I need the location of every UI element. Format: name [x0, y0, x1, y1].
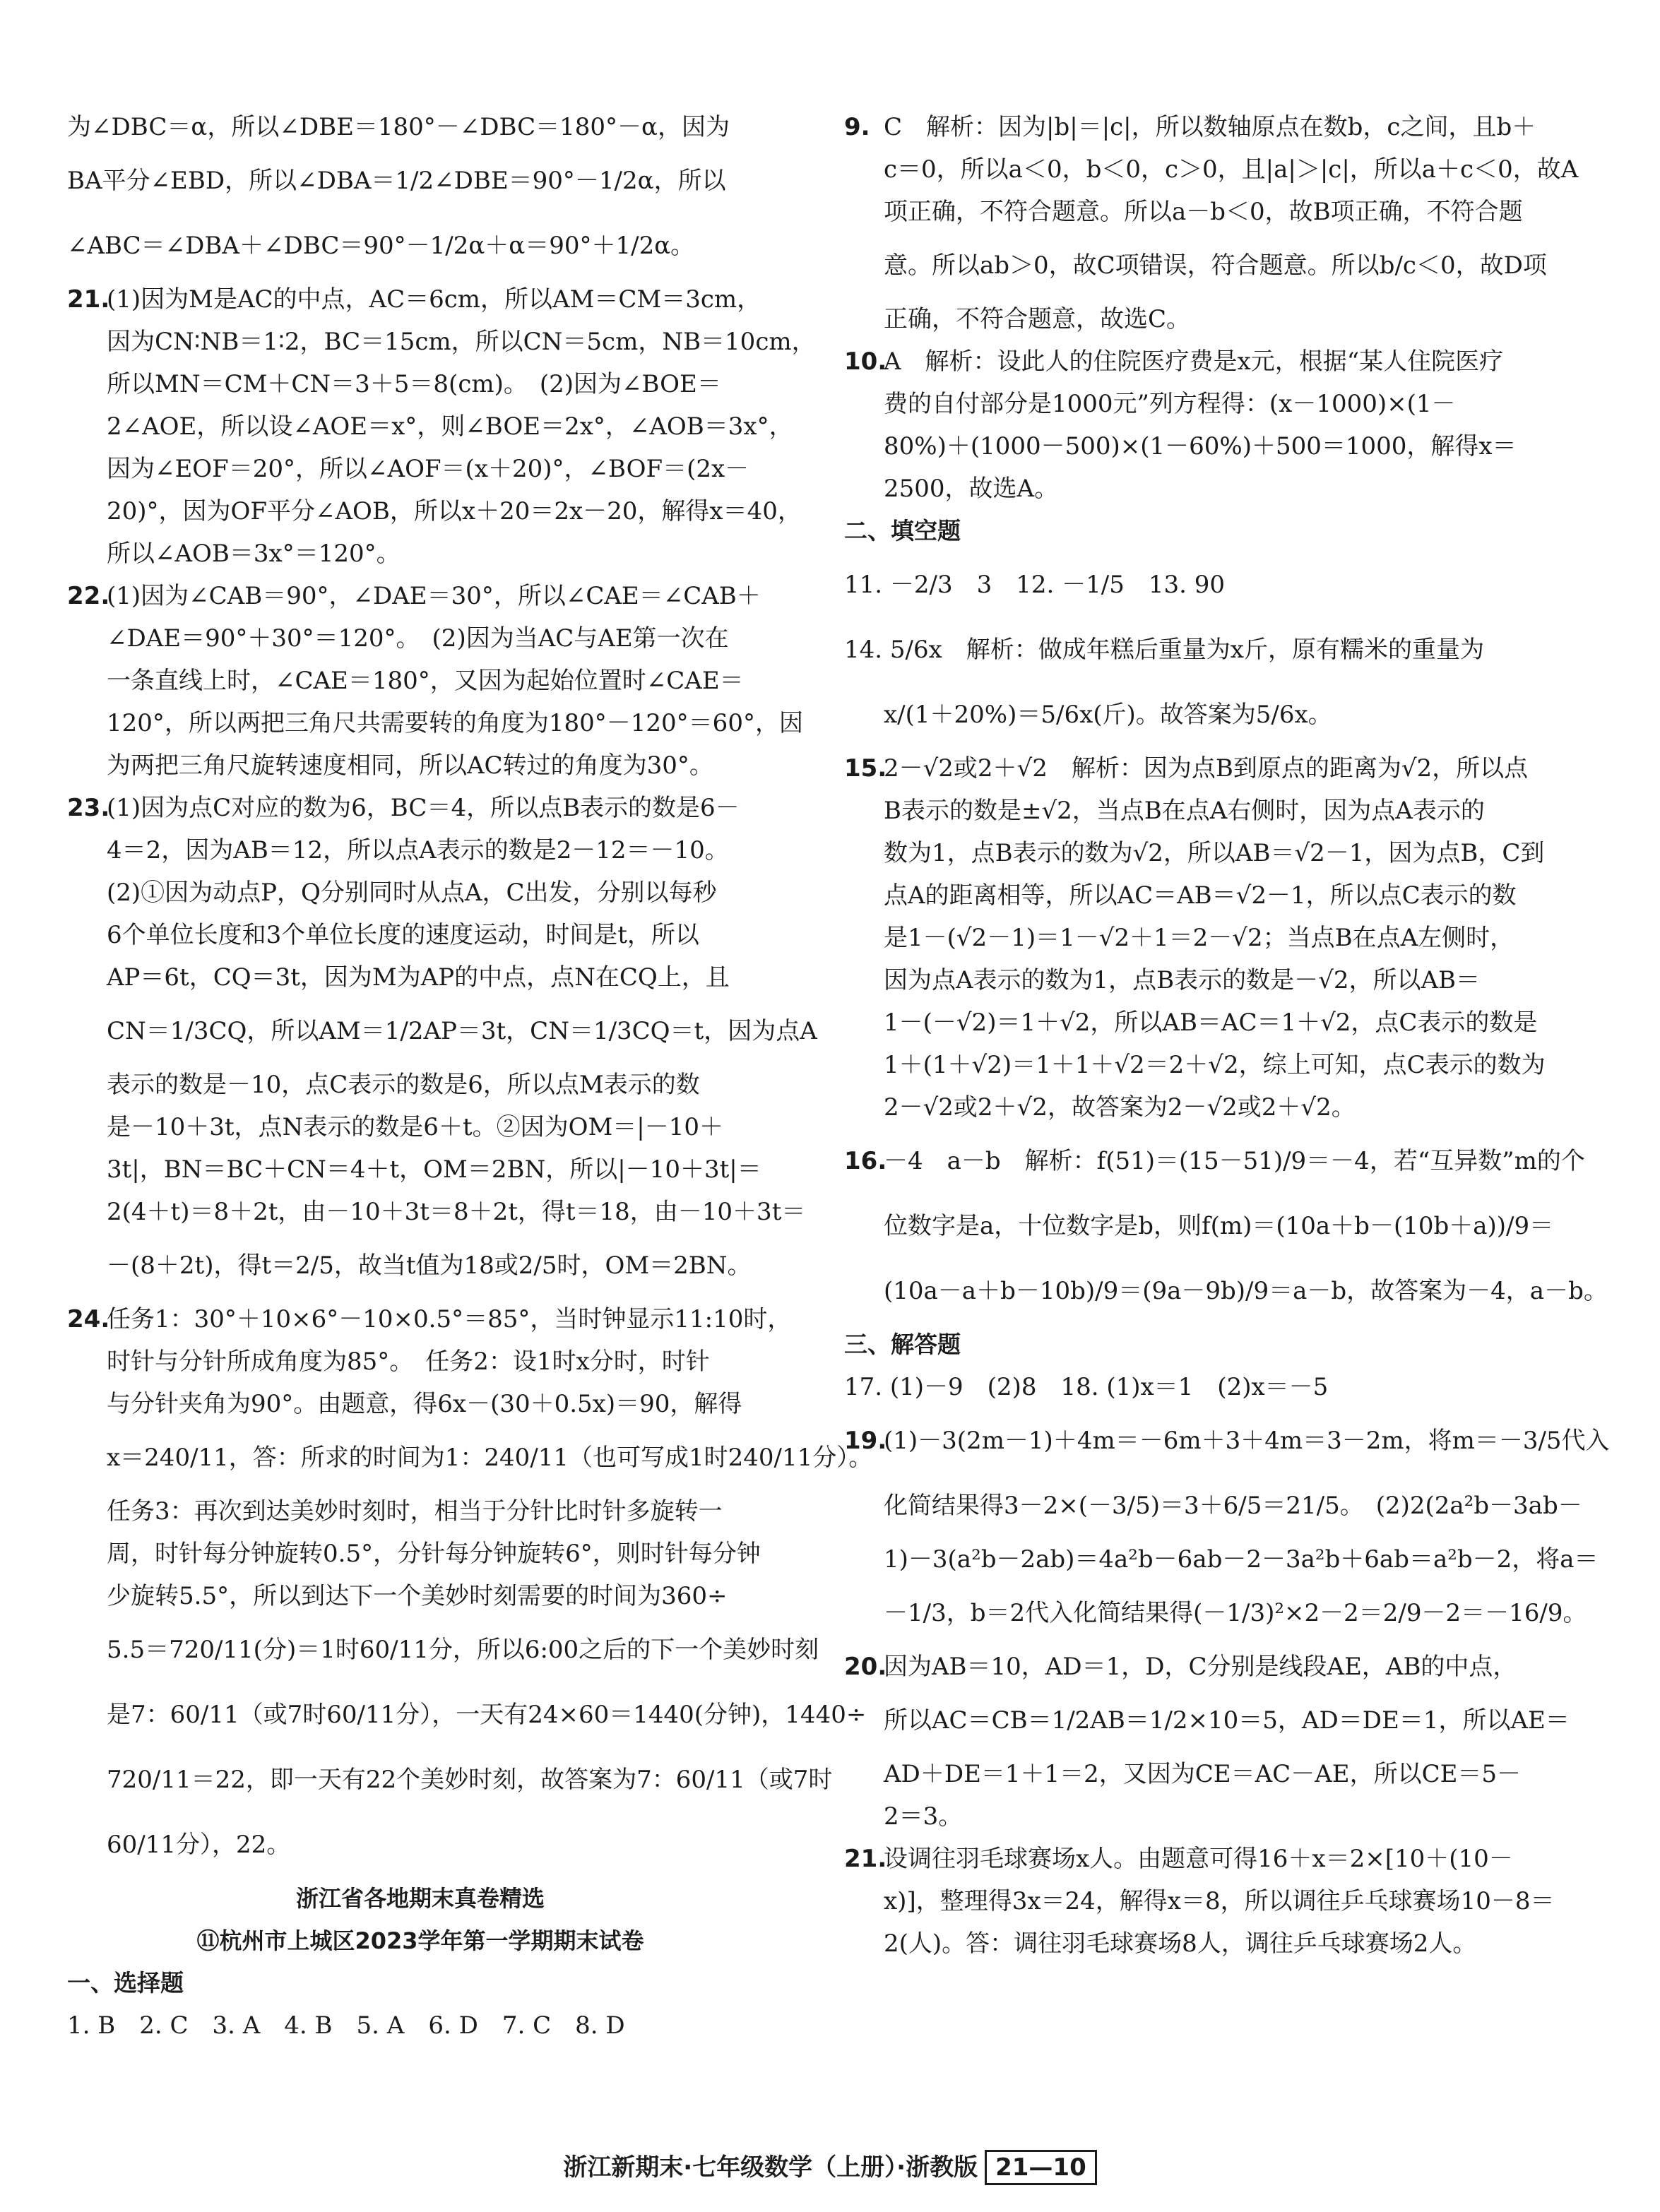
text-line	[844, 191, 1572, 233]
text-line	[67, 1533, 773, 1575]
text-line	[67, 1148, 773, 1191]
text-line	[844, 682, 1572, 747]
text-line	[67, 702, 803, 744]
text-line	[844, 832, 1572, 874]
line-text: C 解析：因为|b|＝|c|，所以数轴原点在数b，c之间，且b＋	[884, 113, 1536, 141]
line-text: 费的自付部分是1000元”列方程得：(x－1000)×(1－	[884, 390, 1456, 418]
line-text: 因为AB＝10，AD＝1，D，C分别是线段AE，AB的中点，	[884, 1653, 1517, 1681]
line-text: ∠ABC＝∠DBA＋∠DBC＝90°－1/2α＋α＝90°＋1/2α。	[67, 232, 695, 260]
line-text: 2－√2或2＋√2，故答案为2－√2或2＋√2。	[884, 1093, 1356, 1122]
line-text: 位数字是a，十位数字是b，则f(m)＝(10a＋b－(10b＋a))/9＝	[884, 1212, 1554, 1240]
text-line	[67, 956, 773, 999]
line-text: 2＝3。	[884, 1802, 963, 1831]
line-text: 60/11分），22。	[107, 1831, 291, 1859]
line-text: 1－(－√2)＝1＋√2，所以AB＝AC＝1＋√2，点C表示的数是	[884, 1009, 1538, 1037]
line-text: B表示的数是±√2，当点B在点A右侧时，因为点A表示的	[884, 797, 1485, 825]
line-text: c＝0，所以a＜0，b＜0，c＞0，且|a|＞|c|，所以a＋c＜0，故A	[884, 155, 1579, 184]
answer-number: 21.	[844, 1845, 887, 1873]
section-title: 一、选择题	[67, 1969, 184, 1997]
answer-start-line	[844, 340, 1572, 383]
line-text: －(8＋2t)，得t＝2/5，故当t值为18或2/5时，OM＝2BN。	[107, 1251, 752, 1280]
text-line	[67, 1233, 773, 1298]
line-text: 所以∠AOB＝3x°＝120°。	[107, 540, 401, 568]
footer-title: 浙江新期末·七年级数学（上册）·浙教版	[563, 2153, 978, 2182]
section-title: 二、填空题	[844, 517, 961, 545]
line-text: 120°，所以两把三角尺共需要转的角度为180°－120°＝60°，因	[107, 709, 803, 737]
text-line	[67, 1191, 806, 1233]
line-text: x)]，整理得3x＝24，解得x＝8，所以调往乒乓球赛场10－8＝	[884, 1887, 1555, 1915]
answer-number: 20.	[844, 1653, 887, 1681]
text-line	[67, 1106, 773, 1148]
line-text: 化简结果得3－2×(－3/5)＝3＋6/5＝21/5。 (2)2(2a²b－3ab－	[884, 1492, 1582, 1520]
answer-number: 19.	[844, 1427, 887, 1455]
answer-number: 9.	[844, 113, 870, 141]
line-text: 14. 5/6x 解析：做成年糕后重量为x斤，原有糯米的重量为	[844, 636, 1484, 664]
line-text: 意。所以ab＞0，故C项错误，符合题意。所以b/c＜0，故D项	[884, 251, 1547, 280]
line-text: －4 a－b 解析：f(51)＝(15－51)/9＝－4，若“互异数”m的个	[884, 1147, 1585, 1175]
text-line	[67, 321, 816, 363]
answer-number: 24.	[67, 1305, 110, 1333]
text-line	[844, 298, 1572, 340]
answer-start-line	[67, 278, 773, 321]
text-line	[67, 1747, 833, 1812]
line-text: 5.5＝720/11(分)＝1时60/11分，所以6:00之后的下一个美妙时刻	[107, 1636, 819, 1664]
answer-number: 10.	[844, 347, 887, 376]
text-line	[844, 1688, 1572, 1753]
line-text: 因为CN∶NB＝1∶2，BC＝15cm，所以CN＝5cm，NB＝10cm，	[107, 328, 816, 356]
line-text: 720/11＝22，即一天有22个美妙时刻，故答案为7：60/11（或7时	[107, 1766, 833, 1794]
line-text: 数为1，点B表示的数为√2，所以AB＝√2－1，因为点B，C到	[884, 839, 1545, 867]
line-text: A 解析：设此人的住院医疗费是x元，根据“某人住院医疗	[884, 347, 1504, 376]
answer-start-line	[67, 575, 773, 617]
line-text: 表示的数是－10，点C表示的数是6，所以点M表示的数	[107, 1071, 700, 1099]
line-text: 所以AC＝CB＝1/2AB＝1/2×10＝5，AD＝DE＝1，所以AE＝	[884, 1706, 1570, 1735]
answer-number: 16.	[844, 1147, 887, 1175]
line-text: BA平分∠EBD，所以∠DBA＝1/2∠DBE＝90°－1/2α，所以	[67, 167, 726, 195]
text-line	[844, 552, 1572, 617]
line-text: (1)因为点C对应的数为6，BC＝4，所以点B表示的数是6－	[107, 794, 740, 822]
line-text: ∠DAE＝90°＋30°＝120°。 (2)因为当AC与AE第一次在	[107, 624, 729, 653]
line-text: 因为点A表示的数为1，点B表示的数是－√2，所以AB＝	[884, 966, 1481, 994]
text-line	[67, 1812, 773, 1877]
text-line	[67, 1064, 773, 1106]
text-line	[67, 660, 773, 702]
text-line	[67, 999, 817, 1064]
text-line	[844, 383, 1572, 425]
section-title: 三、解答题	[844, 1331, 961, 1358]
text-line	[844, 1922, 1572, 1965]
text-line	[844, 1086, 1572, 1129]
line-text: 是1－(√2－1)＝1－√2＋1＝2－√2；当点B在点A左侧时，	[884, 924, 1514, 952]
text-line	[67, 744, 773, 787]
line-text: 周，时针每分钟旋转0.5°，分针每分钟旋转6°，则时针每分钟	[107, 1540, 761, 1568]
text-line	[67, 1575, 773, 1617]
text-line	[67, 148, 773, 213]
text-line	[67, 490, 802, 533]
text-line	[67, 872, 773, 914]
answer-start-line	[844, 106, 1572, 148]
text-line	[844, 425, 1572, 468]
line-text: 任务1：30°＋10×6°－10×0.5°＝85°，当时钟显示11:10时，	[107, 1305, 792, 1333]
line-text: (1)因为M是AC的中点，AC＝6cm，所以AM＝CM＝3cm，	[107, 285, 761, 314]
line-text: 2(人)。答：调往羽毛球赛场8人，调往乒乓球赛场2人。	[884, 1929, 1477, 1958]
answer-start-line	[844, 1408, 1610, 1473]
answer-start-line	[844, 1838, 1572, 1880]
line-text: 6个单位长度和3个单位长度的速度运动，时间是t，所以	[107, 921, 699, 949]
text-line	[844, 233, 1572, 298]
line-text: 时针与分针所成角度为85°。 任务2：设1时x分时，时针	[107, 1348, 710, 1376]
line-text: 少旋转5.5°，所以到达下一个美妙时刻需要的时间为360÷	[107, 1582, 728, 1610]
answer-start-line	[844, 1646, 1572, 1688]
text-line	[844, 874, 1572, 917]
line-text: 项正确，不符合题意。所以a－b＜0，故B项正确，不符合题	[884, 198, 1523, 226]
text-line	[844, 959, 1572, 1001]
line-text: AP＝6t，CQ＝3t，因为M为AP的中点，点N在CQ上，且	[107, 963, 730, 992]
line-text: 设调往羽毛球赛场x人。由题意可得16＋x＝2×[10＋(10－	[884, 1845, 1513, 1873]
page-footer	[0, 2148, 1660, 2182]
line-text: 80%)＋(1000－500)×(1－60%)＋500＝1000，解得x＝	[884, 432, 1517, 460]
line-text: 11. －2/3 3 12. －1/5 13. 90	[844, 571, 1225, 599]
line-text: 一条直线上时，∠CAE＝180°，又因为起始位置时∠CAE＝	[107, 667, 744, 695]
text-line	[844, 1538, 1599, 1581]
text-line	[844, 790, 1572, 832]
answer-number: 22.	[67, 582, 110, 610]
line-text: 17. (1)－9 (2)8 18. (1)x＝1 (2)x＝－5	[844, 1373, 1329, 1401]
text-line	[67, 1617, 819, 1682]
line-text: 点A的距离相等，所以AC＝AB＝√2－1，所以点C表示的数	[884, 881, 1517, 910]
text-line	[67, 1490, 773, 1533]
text-line	[67, 363, 773, 405]
answer-start-line	[844, 747, 1572, 790]
section-heading: ⑪杭州市上城区2023学年第一学期期末试卷	[196, 1927, 644, 1954]
answer-start-line	[67, 1298, 792, 1340]
text-line	[67, 2004, 773, 2047]
line-text: 因为∠EOF＝20°，所以∠AOF＝(x＋20)°，∠BOF＝(2x－	[107, 455, 749, 483]
line-text: 20)°，因为OF平分∠AOB，所以x＋20＝2x－20，解得x＝40，	[107, 497, 802, 525]
text-line	[844, 1001, 1572, 1044]
text-line	[844, 1795, 1572, 1838]
line-text: －1/3，b＝2代入化简结果得(－1/3)²×2－2＝2/9－2＝－16/9。	[884, 1599, 1587, 1627]
text-line	[67, 213, 773, 278]
line-text: 3t|，BN＝BC＋CN＝4＋t，OM＝2BN，所以|－10＋3t|＝	[107, 1155, 761, 1184]
answer-number: 23.	[67, 794, 110, 822]
text-line	[67, 829, 773, 872]
text-line	[844, 148, 1579, 191]
text-line	[844, 1880, 1572, 1922]
text-line	[844, 617, 1572, 682]
text-line	[844, 1044, 1572, 1086]
line-text: 为两把三角尺旋转速度相同，所以AC转过的角度为30°。	[107, 751, 713, 780]
line-text: x＝240/11，答：所求的时间为1：240/11（也可写成1时240/11分）。	[107, 1444, 873, 1472]
line-text: AD＋DE＝1＋1＝2，又因为CE＝AC－AE，所以CE＝5－	[884, 1760, 1522, 1788]
text-line	[67, 1682, 867, 1747]
text-line	[67, 1340, 773, 1383]
line-text: 2(4＋t)＝8＋2t，由－10＋3t＝8＋2t，得t＝18，由－10＋3t＝	[107, 1198, 806, 1226]
line-text: 与分针夹角为90°。由题意，得6x－(30＋0.5x)＝90，解得	[107, 1390, 742, 1418]
line-text: (1)－3(2m－1)＋4m＝－6m＋3＋4m＝3－2m，将m＝－3/5代入	[884, 1427, 1610, 1455]
text-line	[844, 1581, 1587, 1646]
text-line	[844, 1753, 1572, 1795]
answer-number: 15.	[844, 754, 887, 783]
line-text: CN＝1/3CQ，所以AM＝1/2AP＝3t，CN＝1/3CQ＝t，因为点A	[107, 1017, 817, 1045]
right-column	[844, 106, 1610, 1965]
text-line	[67, 448, 773, 490]
line-text: 为∠DBC＝α，所以∠DBE＝180°－∠DBC＝180°－α，因为	[67, 113, 730, 141]
text-line	[844, 1366, 1572, 1408]
line-text: 是7：60/11（或7时60/11分），一天有24×60＝1440(分钟)，1440÷	[107, 1701, 867, 1729]
text-line	[67, 106, 773, 148]
line-text: 1. B 2. C 3. A 4. B 5. A 6. D 7. C 8. D	[67, 2011, 625, 2040]
line-text: 是－10＋3t，点N表示的数是6＋t。②因为OM＝|－10＋	[107, 1113, 724, 1141]
line-text: (10a－a＋b－10b)/9＝(9a－9b)/9＝a－b，故答案为－4，a－b。	[884, 1277, 1608, 1305]
text-line	[67, 914, 773, 956]
page-number: 21—10	[985, 2150, 1097, 2185]
answer-start-line	[67, 787, 773, 829]
text-line	[844, 1473, 1582, 1538]
answer-start-line	[844, 1129, 1585, 1194]
text-line	[844, 1259, 1608, 1324]
line-text: (1)因为∠CAB＝90°，∠DAE＝30°，所以∠CAE＝∠CAB＋	[107, 582, 761, 610]
line-text: 所以MN＝CM＋CN＝3＋5＝8(cm)。 (2)因为∠BOE＝	[107, 370, 721, 398]
text-line	[67, 533, 773, 575]
line-text: 正确，不符合题意，故选C。	[884, 305, 1191, 333]
text-line	[844, 1194, 1572, 1259]
line-text: 2500，故选A。	[884, 475, 1059, 503]
line-text: 1＋(1＋√2)＝1＋1＋√2＝2＋√2，综上可知，点C表示的数为	[884, 1051, 1546, 1079]
section-heading: 浙江省各地期末真卷精选	[295, 1885, 545, 1912]
line-text: 2∠AOE，所以设∠AOE＝x°，则∠BOE＝2x°，∠AOB＝3x°，	[107, 412, 793, 441]
text-line	[844, 468, 1572, 510]
text-line	[67, 1383, 773, 1425]
line-text: 2－√2或2＋√2 解析：因为点B到原点的距离为√2，所以点	[884, 754, 1529, 783]
text-line	[67, 617, 773, 660]
line-text: 任务3：再次到达美妙时刻时，相当于分针比时针多旋转一	[107, 1497, 723, 1526]
line-text: 4＝2，因为AB＝12，所以点A表示的数是2－12＝－10。	[107, 836, 729, 864]
line-text: x/(1＋20%)＝5/6x(斤)。故答案为5/6x。	[884, 701, 1332, 729]
line-text: 1)－3(a²b－2ab)＝4a²b－6ab－2－3a²b＋6ab＝a²b－2，将a＝	[884, 1545, 1599, 1574]
text-line	[844, 917, 1572, 959]
answer-number: 21.	[67, 285, 110, 314]
text-line	[67, 405, 793, 448]
line-text: (2)①因为动点P，Q分别同时从点A，C出发，分别以每秒	[107, 879, 717, 907]
